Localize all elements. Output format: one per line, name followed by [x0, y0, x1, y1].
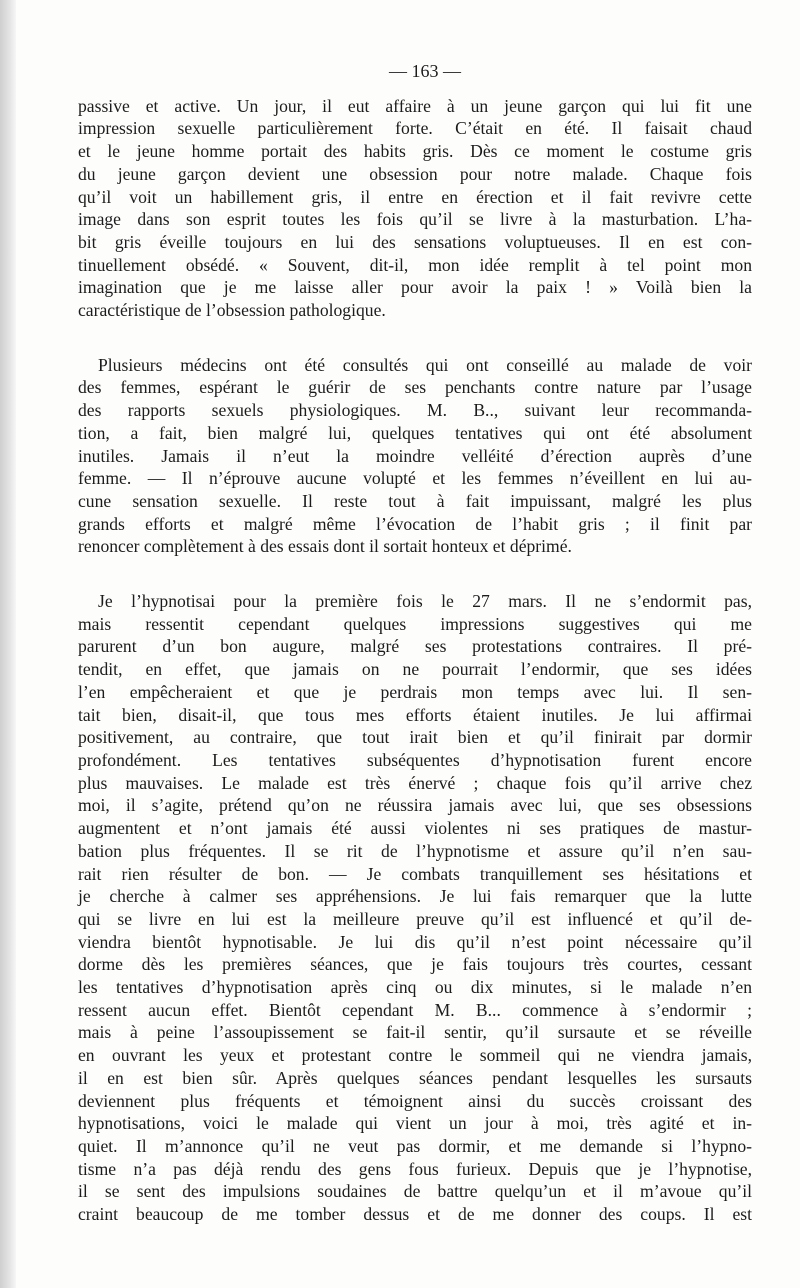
text-line: ressent aucun effet. Bientôt cependant M. B... commence à s’endormir ;: [78, 999, 752, 1020]
text-line: renoncer complètement à des essais dont il sortait honteux et déprimé.: [78, 536, 572, 557]
book-page: [78, 60, 752, 1226]
text-line: il se sent des impulsions soudaines de battre quelqu’un et il m’avoue qu’il: [78, 1181, 752, 1202]
text-line: il en est bien sûr. Après quelques séances pendant lesquelles les sursauts: [78, 1067, 752, 1088]
text-line: passive et active. Un jour, il eut affaire à un jeune garçon qui lui fit une: [78, 95, 752, 116]
text-line: parurent d’un bon augure, malgré ses protestations contraires. Il pré-: [78, 636, 752, 657]
paragraph-2: [78, 354, 752, 558]
text-line: tait bien, disait-il, que tous mes efforts étaient inutiles. Je lui affirmai: [78, 704, 752, 725]
text-line: inutiles. Jamais il n’eut la moindre velléité d’érection auprès d’une: [78, 445, 752, 466]
text-line: qui se livre en lui est la meilleure preuve qu’il est influencé et qu’il de-: [78, 908, 752, 929]
text-line: deviennent plus fréquents et témoignent ainsi du succès croissant des: [78, 1090, 752, 1111]
text-line: viendra bientôt hypnotisable. Je lui dis qu’il n’est point nécessaire qu’il: [78, 931, 752, 952]
text-line: Je l’hypnotisai pour la première fois le 27 mars. Il ne s’endormit pas,: [98, 591, 752, 612]
text-line: craint beaucoup de me tomber dessus et de me donner des coups. Il est: [78, 1204, 752, 1225]
text-line: Plusieurs médecins ont été consultés qui ont conseillé au malade de voir: [98, 354, 752, 375]
text-line: tion, a fait, bien malgré lui, quelques tentatives qui ont été absolument: [78, 422, 752, 443]
text-line: mais ressentit cependant quelques impressions suggestives qui me: [78, 613, 752, 634]
text-line: hypnotisations, voici le malade qui vient un jour à moi, très agité et in-: [78, 1113, 752, 1134]
text-line: rait rien résulter de bon. — Je combats tranquillement ses hésitations et: [78, 863, 752, 884]
paragraph-3: [78, 590, 752, 1226]
text-line: bit gris éveille toujours en lui des sensations voluptueuses. Il en est con-: [78, 231, 752, 252]
text-line: quiet. Il m’annonce qu’il ne veut pas dormir, et me demande si l’hypno-: [78, 1135, 752, 1156]
text-line: je cherche à calmer ses appréhensions. Je lui fais remarquer que la lutte: [78, 886, 752, 907]
text-line: profondément. Les tentatives subséquentes d’hypnotisation furent encore: [78, 749, 752, 770]
text-line: moi, il s’agite, prétend qu’on ne réussira jamais avec lui, que ses obsessions: [78, 795, 752, 816]
text-line: les tentatives d’hypnotisation après cinq ou dix minutes, si le malade n’en: [78, 977, 752, 998]
page-edge-shadow: [0, 0, 16, 1288]
text-line: dorme dès les premières séances, que je fais toujours très courtes, cessant: [78, 954, 752, 975]
text-line: et le jeune homme portait des habits gris. Dès ce moment le costume gris: [78, 141, 752, 162]
text-line: qu’il voit un habillement gris, il entre en érection et il fait revivre cette: [78, 186, 752, 207]
text-line: positivement, au contraire, que tout irait bien et qu’il finirait par dormir: [78, 727, 752, 748]
text-line: impression sexuelle particulièrement forte. C’était en été. Il faisait chaud: [78, 118, 752, 139]
text-line: l’en empêcheraient et que je perdrais mon temps avec lui. Il sen-: [78, 681, 752, 702]
page-number: — 163 —: [389, 61, 461, 81]
text-line: tinuellement obsédé. « Souvent, dit-il, mon idée remplit à tel point mon: [78, 254, 752, 275]
text-line: tisme n’a pas déjà rendu des gens fous furieux. Depuis que je l’hypnotise,: [78, 1158, 752, 1179]
text-line: imagination que je me laisse aller pour avoir la paix ! » Voilà bien la: [78, 277, 752, 298]
text-line: bation plus fréquentes. Il se rit de l’hypnotisme et assure qu’il n’en sau-: [78, 840, 752, 861]
text-line: femme. — Il n’éprouve aucune volupté et les femmes n’éveillent en lui au-: [78, 468, 752, 489]
text-line: grands efforts et malgré même l’évocation de l’habit gris ; il finit par: [78, 513, 752, 534]
text-line: image dans son esprit toutes les fois qu’il se livre à la masturbation. L’ha-: [78, 209, 752, 230]
text-line: des rapports sexuels physiologiques. M. B.., suivant leur recommanda-: [78, 400, 752, 421]
text-line: tendit, en effet, que jamais on ne pourrait l’endormir, que ses idées: [78, 659, 752, 680]
text-line: du jeune garçon devient une obsession pour notre malade. Chaque fois: [78, 163, 752, 184]
text-line: des femmes, espérant le guérir de ses penchants contre nature par l’usage: [78, 377, 752, 398]
text-line: en ouvrant les yeux et protestant contre le sommeil qui ne viendra jamais,: [78, 1045, 752, 1066]
text-line: plus mauvaises. Le malade est très énervé ; chaque fois qu’il arrive chez: [78, 772, 752, 793]
text-line: augmentent et n’ont jamais été aussi violentes ni ses pratiques de mastur-: [78, 818, 752, 839]
paragraph-1: [78, 95, 752, 322]
text-line: caractéristique de l’obsession pathologique.: [78, 300, 386, 321]
text-line: mais à peine l’assoupissement se fait-il sentir, qu’il sursaute et se réveille: [78, 1022, 752, 1043]
text-line: cune sensation sexuelle. Il reste tout à fait impuissant, malgré les plus: [78, 490, 752, 511]
